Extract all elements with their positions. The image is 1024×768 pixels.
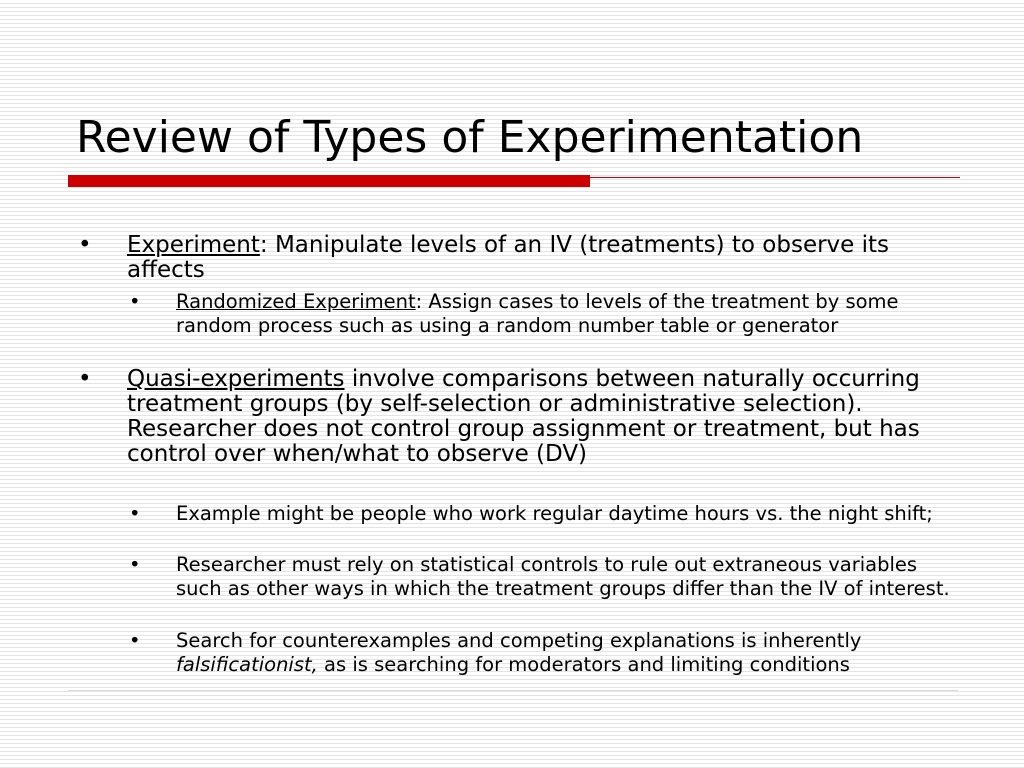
bullet-dot: •: [129, 629, 141, 652]
term-randomized-experiment: Randomized Experiment: [176, 290, 416, 313]
bullet-dot: •: [129, 553, 141, 576]
bullet-dot: •: [78, 366, 92, 392]
bullet-dot: •: [129, 502, 141, 525]
footer-rule: [68, 690, 958, 691]
bullet-dot: •: [78, 232, 92, 258]
subbullet-counterexamples: [129, 629, 966, 676]
bullet-quasi-experiments: [78, 366, 967, 467]
bullet-text: involve comparisons between naturally occurring treatment groups (by self-selection or administrative selection). Researcher does not control group assignment or treatment, but has control over when/what to observe (DV): [127, 366, 920, 467]
bullet-dot: •: [129, 290, 141, 313]
bullet-text: Researcher must rely on statistical controls to rule out extraneous variables such as other ways in which the treatment groups differ than the IV of interest.: [176, 553, 950, 600]
subbullet-night-shift-example: [129, 502, 966, 526]
term-quasi-experiments: Quasi-experiments: [127, 366, 345, 392]
subbullet-statistical-controls: [129, 553, 966, 600]
term-experiment: Experiment: [127, 232, 260, 258]
bullet-text: as is searching for moderators and limiting conditions: [317, 652, 850, 676]
bullet-text: : Assign cases to levels of the treatment by some random process such as using a random number table or generator: [176, 290, 899, 337]
bullet-text: Example might be people who work regular daytime hours vs. the night shift;: [176, 502, 933, 525]
bullet-experiment: [78, 232, 967, 283]
slide-title: Review of Types of Experimentation: [76, 112, 864, 163]
emphasis-falsificationist: falsificationist,: [176, 652, 318, 676]
bullet-text: Search for counterexamples and competing explanations is inherently: [176, 629, 862, 652]
bullet-text: : Manipulate levels of an IV (treatments) to observe its affects: [127, 232, 890, 283]
subbullet-randomized-experiment: [129, 290, 966, 337]
